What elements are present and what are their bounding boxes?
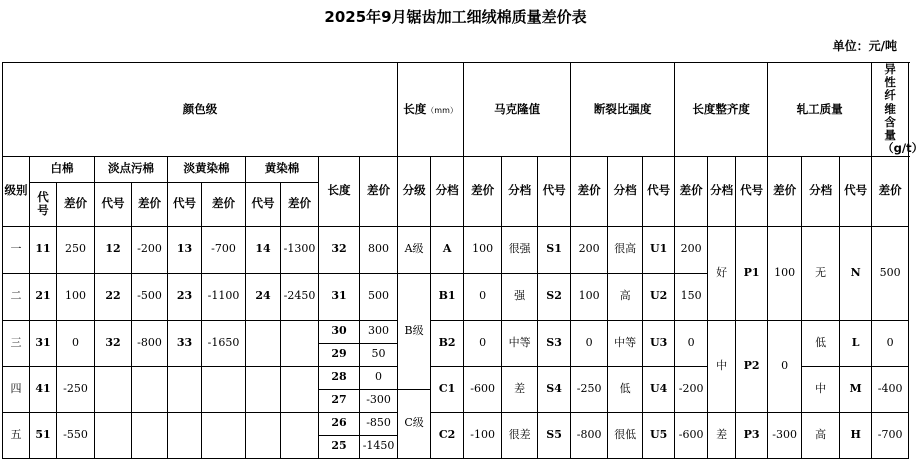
col-ly-price: 差价: [202, 182, 246, 226]
mic-price-cell: 0: [464, 320, 502, 366]
y-price-cell: [281, 412, 319, 458]
uni-price-cell: -200: [675, 366, 708, 412]
col-white-price: 差价: [57, 182, 95, 226]
col-ff-price: 差价: [872, 156, 909, 226]
gin-code-cell: P1: [736, 226, 768, 320]
ls-price-cell: -200: [132, 226, 168, 273]
length-price-cell: 300: [360, 320, 398, 343]
str-price-cell: -250: [571, 366, 608, 412]
uni-price-cell: 200: [675, 226, 708, 273]
header-length-text: 长度: [403, 101, 427, 116]
col-gin-price: 差价: [768, 156, 802, 226]
white-price-cell: 100: [57, 273, 95, 320]
ls-code-cell: 22: [95, 273, 132, 320]
str-level-cell: 很差: [502, 412, 538, 458]
ls-price-cell: -500: [132, 273, 168, 320]
uni-code-cell: U3: [643, 320, 675, 366]
ls-code-cell: 12: [95, 226, 132, 273]
length-cell: 26: [319, 412, 360, 435]
gin-price-cell: 100: [768, 226, 802, 320]
header-ginning: 轧工质量: [768, 63, 872, 157]
ff-price-cell: -700: [872, 412, 909, 458]
ly-price-cell: -1650: [202, 320, 246, 366]
grade-cell: 三: [3, 320, 30, 366]
length-price-cell: 800: [360, 226, 398, 273]
grade-cell: 五: [3, 412, 30, 458]
length-cell: 28: [319, 366, 360, 389]
col-length-price: 差价: [360, 156, 398, 226]
table-row: [3, 412, 909, 435]
length-price-cell: 0: [360, 366, 398, 389]
ff-level-cell: 中: [802, 366, 840, 412]
white-price-cell: -550: [57, 412, 95, 458]
white-price-cell: -250: [57, 366, 95, 412]
str-price-cell: -800: [571, 412, 608, 458]
length-cell: 25: [319, 435, 360, 458]
ff-level-cell: 低: [802, 320, 840, 366]
uni-price-cell: 0: [675, 320, 708, 366]
uni-level-cell: 低: [608, 366, 643, 412]
col-ff-code: 代号: [840, 156, 872, 226]
length-price-cell: 50: [360, 343, 398, 366]
ff-level-cell: 高: [802, 412, 840, 458]
header-color-grade: 颜色级: [3, 63, 398, 157]
y-price-cell: [281, 320, 319, 366]
ly-code-cell: 23: [168, 273, 202, 320]
ly-code-cell: [168, 366, 202, 412]
y-price-cell: -2450: [281, 273, 319, 320]
col-ls-price: 差价: [132, 182, 168, 226]
white-price-cell: 250: [57, 226, 95, 273]
uni-price-cell: 150: [675, 273, 708, 320]
price-table: [2, 62, 923, 459]
ls-price-cell: [132, 412, 168, 458]
mic-level-cell: A: [431, 226, 464, 273]
str-price-cell: 0: [571, 320, 608, 366]
ff-code-cell: N: [840, 226, 872, 320]
ly-price-cell: -1100: [202, 273, 246, 320]
uni-level-cell: 高: [608, 273, 643, 320]
ls-code-cell: [95, 412, 132, 458]
col-gin-level: 分档: [708, 156, 736, 226]
y-code-cell: [246, 320, 281, 366]
uni-level-cell: 中等: [608, 320, 643, 366]
white-code-cell: 41: [30, 366, 57, 412]
sub-white: 白棉: [30, 156, 95, 182]
str-level-cell: 很强: [502, 226, 538, 273]
col-ly-code: 代号: [168, 182, 202, 226]
length-cell: 31: [319, 273, 360, 320]
col-length: 长度: [319, 156, 360, 226]
mic-class-cell: B级: [398, 273, 431, 389]
header-length: [398, 63, 464, 157]
ly-code-cell: [168, 412, 202, 458]
col-y-price: 差价: [281, 182, 319, 226]
mic-level-cell: C1: [431, 366, 464, 412]
header-uniformity: 长度整齐度: [675, 63, 768, 157]
length-cell: 29: [319, 343, 360, 366]
y-price-cell: [281, 366, 319, 412]
ls-price-cell: [132, 366, 168, 412]
header-length-unit: （mm）: [426, 105, 458, 115]
white-price-cell: 0: [57, 320, 95, 366]
table-row: [3, 226, 909, 273]
mic-price-cell: -600: [464, 366, 502, 412]
length-cell: 30: [319, 320, 360, 343]
uni-level-cell: 很低: [608, 412, 643, 458]
length-price-cell: -850: [360, 412, 398, 435]
col-uni-level: 分档: [608, 156, 643, 226]
gin-code-cell: P2: [736, 320, 768, 412]
col-white-code: 代号: [30, 182, 57, 226]
header-strength: 断裂比强度: [571, 63, 675, 157]
sub-yellow: 黄染棉: [246, 156, 319, 182]
ly-code-cell: 33: [168, 320, 202, 366]
col-grade: 级别: [3, 156, 30, 226]
length-price-cell: 500: [360, 273, 398, 320]
uni-code-cell: U2: [643, 273, 675, 320]
header-foreign-fiber: 异性纤维含量（g/t）: [872, 63, 909, 157]
col-gin-code: 代号: [736, 156, 768, 226]
ly-price-cell: -700: [202, 226, 246, 273]
col-uni-price: 差价: [675, 156, 708, 226]
col-str-price: 差价: [571, 156, 608, 226]
ff-price-cell: 0: [872, 320, 909, 366]
ff-price-cell: 500: [872, 226, 909, 320]
uni-code-cell: U1: [643, 226, 675, 273]
mic-level-cell: B1: [431, 273, 464, 320]
mic-class-cell: C级: [398, 389, 431, 458]
ls-code-cell: [95, 366, 132, 412]
str-level-cell: 差: [502, 366, 538, 412]
mic-price-cell: 0: [464, 273, 502, 320]
y-code-cell: 14: [246, 226, 281, 273]
y-code-cell: [246, 412, 281, 458]
ls-code-cell: 32: [95, 320, 132, 366]
y-code-cell: 24: [246, 273, 281, 320]
col-ls-code: 代号: [95, 182, 132, 226]
length-cell: 32: [319, 226, 360, 273]
ff-code-cell: M: [840, 366, 872, 412]
grade-cell: 四: [3, 366, 30, 412]
gin-price-cell: 0: [768, 320, 802, 412]
col-mic-class: 分级: [398, 156, 431, 226]
sub-light-yellow: 淡黄染棉: [168, 156, 246, 182]
col-mic-level: 分档: [431, 156, 464, 226]
header-micronaire: 马克隆值: [464, 63, 571, 157]
str-code-cell: S1: [538, 226, 571, 273]
str-level-cell: 强: [502, 273, 538, 320]
mic-level-cell: C2: [431, 412, 464, 458]
white-code-cell: 11: [30, 226, 57, 273]
gin-price-cell: -300: [768, 412, 802, 458]
uni-code-cell: U4: [643, 366, 675, 412]
str-code-cell: S3: [538, 320, 571, 366]
length-price-cell: -1450: [360, 435, 398, 458]
unit-label: 单位：元/吨: [832, 39, 897, 53]
col-uni-code: 代号: [643, 156, 675, 226]
ly-price-cell: [202, 366, 246, 412]
page-title: 2025年9月锯齿加工细绒棉质量差价表: [324, 8, 587, 26]
table-row: [3, 320, 909, 343]
mic-price-cell: 100: [464, 226, 502, 273]
uni-price-cell: -600: [675, 412, 708, 458]
ls-price-cell: -800: [132, 320, 168, 366]
white-code-cell: 51: [30, 412, 57, 458]
col-str-level: 分档: [502, 156, 538, 226]
str-price-cell: 100: [571, 273, 608, 320]
ly-price-cell: [202, 412, 246, 458]
gin-code-cell: P3: [736, 412, 768, 458]
grade-cell: 二: [3, 273, 30, 320]
mic-class-cell: A级: [398, 226, 431, 273]
ff-code-cell: L: [840, 320, 872, 366]
ly-code-cell: 13: [168, 226, 202, 273]
gin-level-cell: 差: [708, 412, 736, 458]
str-price-cell: 200: [571, 226, 608, 273]
white-code-cell: 21: [30, 273, 57, 320]
col-y-code: 代号: [246, 182, 281, 226]
col-mic-price: 差价: [464, 156, 502, 226]
uni-level-cell: 很高: [608, 226, 643, 273]
str-code-cell: S5: [538, 412, 571, 458]
y-price-cell: -1300: [281, 226, 319, 273]
col-ff-level: 分档: [802, 156, 840, 226]
grade-cell: 一: [3, 226, 30, 273]
ff-price-cell: -400: [872, 366, 909, 412]
col-str-code: 代号: [538, 156, 571, 226]
ff-code-cell: H: [840, 412, 872, 458]
str-code-cell: S2: [538, 273, 571, 320]
white-code-cell: 31: [30, 320, 57, 366]
mic-level-cell: B2: [431, 320, 464, 366]
y-code-cell: [246, 366, 281, 412]
length-cell: 27: [319, 389, 360, 412]
sub-light-spotted: 淡点污棉: [95, 156, 168, 182]
length-price-cell: -300: [360, 389, 398, 412]
gin-level-cell: 中: [708, 320, 736, 412]
uni-code-cell: U5: [643, 412, 675, 458]
mic-price-cell: -100: [464, 412, 502, 458]
str-level-cell: 中等: [502, 320, 538, 366]
gin-level-cell: 好: [708, 226, 736, 320]
ff-level-cell: 无: [802, 226, 840, 320]
str-code-cell: S4: [538, 366, 571, 412]
